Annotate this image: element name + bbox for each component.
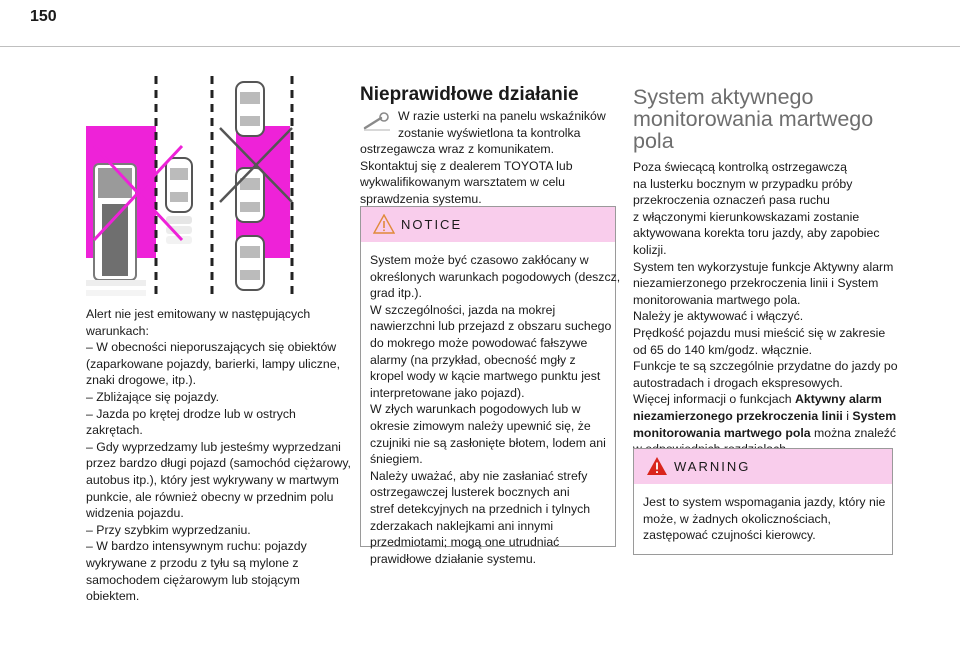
text-line: Skontaktuj się z dealerem TOYOTA lub <box>360 158 573 173</box>
text-line: W złych warunkach pogodowych lub w <box>370 402 581 417</box>
top-divider <box>0 46 960 47</box>
text-line: System może być czasowo zakłócany w <box>370 253 589 267</box>
text-line: – Jazda po krętej drodze lub w ostrych <box>86 406 296 421</box>
blind-spot-body <box>633 159 898 458</box>
text-line: zakrętach. <box>86 423 143 438</box>
car-graphic-bottom <box>236 236 264 290</box>
heading-line: pola <box>633 129 674 153</box>
text-line: Alert nie jest emitowany w następujących <box>86 307 311 321</box>
text-line: aktywowana korekta toru jazdy, aby zapobiec <box>633 226 880 241</box>
text-line: czujniki nie są zasłonięte błotem, lodem ani <box>370 435 606 450</box>
notice-box <box>360 206 621 566</box>
text-line: kropel wody w kącie martwego punktu jest <box>370 369 601 384</box>
malfunction-intro <box>360 108 616 208</box>
text-line: (zaparkowane pojazdy, barierki, lampy uliczne, <box>86 356 341 371</box>
warning-label: WARNING <box>674 459 751 474</box>
text-line: znaki drogowe, itp.). <box>86 373 197 388</box>
text-line: niezamierzonego przekroczenia linii i System <box>633 276 879 291</box>
more-info-line: monitorowania martwego pola można znaleźć <box>633 425 897 440</box>
truck-graphic <box>94 164 136 280</box>
text-line: Należy uważać, aby nie zasłaniać strefy <box>370 468 588 483</box>
text-line: punkcie, ale również obecny w przednim polu <box>86 489 334 504</box>
text-line: śniegiem. <box>370 452 423 467</box>
text-line: monitorowania martwego pola. <box>633 292 801 307</box>
page-number: 150 <box>30 8 57 25</box>
text-line: warunkach: <box>86 323 149 338</box>
text-line: stref detekcyjnych na przednich i tylnych <box>370 501 591 516</box>
text-line: – Gdy wyprzedzamy lub jesteśmy wyprzedzani <box>86 439 341 454</box>
text-line: określonych warunkach pogodowych (deszcz, <box>370 269 621 284</box>
text-line: W razie usterki na panelu wskaźników <box>398 109 606 123</box>
warning-box <box>633 448 893 555</box>
text-line: System ten wykorzystuje funkcje Aktywny alarm <box>633 259 894 274</box>
text-line: wykwalifikowanym warsztatem w celu <box>360 175 566 190</box>
heading-line: System aktywnego <box>633 85 814 109</box>
warning-header <box>634 449 892 484</box>
text-line: Funkcje te są szczególnie przydatne do jazdy po <box>633 359 898 374</box>
text-line: ostrzegawczej lusterek bocznych ani <box>370 485 570 500</box>
text-line: zastępować czujności kierowcy. <box>643 528 816 543</box>
blind-spot-illustration <box>86 76 296 300</box>
more-info-line: Więcej informacji o funkcjach Aktywny alarm <box>633 392 882 407</box>
more-info-line: niezamierzonego przekroczenia linii i System <box>633 408 897 423</box>
text-line: zostanie wyświetlona ta kontrolka <box>398 125 581 140</box>
text-line: do mokrego może powodować fałszywe <box>370 335 588 350</box>
text-line: widzenia pojazdu. <box>86 506 184 521</box>
caution-triangle-icon <box>373 214 395 234</box>
text-line: Jest to system wspomagania jazdy, który nie <box>643 495 886 509</box>
text-line: Poza świecącą kontrolką ostrzegawczą <box>633 160 847 174</box>
text-line: wykrywane z przodu z tyłu są mylone z <box>86 555 299 570</box>
section-heading-malfunction: Nieprawidłowe działanie <box>360 84 579 105</box>
car-graphic-left-scene <box>166 158 192 244</box>
warning-triangle-icon <box>646 456 668 476</box>
text-line: kolizji. <box>633 242 667 257</box>
text-line: na lusterku bocznym w przypadku próby <box>633 176 853 191</box>
text-line: alarmy (na przykład, obecność mgły z <box>370 352 576 367</box>
heading-line: monitorowania martwego <box>633 107 874 131</box>
text-line: sprawdzenia systemu. <box>360 191 482 206</box>
section-heading-blind-spot <box>633 86 873 152</box>
text-line: przedmiotami; mogą one utrudniać <box>370 535 560 550</box>
notice-body <box>361 242 621 575</box>
warning-body <box>634 484 892 552</box>
text-line: obiektem. <box>86 589 140 604</box>
text-line: przekroczenia oznaczeń pasa ruchu <box>633 193 830 208</box>
text-line: W szczególności, jazda na mokrej <box>370 302 556 317</box>
text-line: grad itp.). <box>370 286 422 301</box>
text-line: Należy je aktywować i włączyć. <box>633 309 804 324</box>
text-line: – W obecności nieporuszających się obiektów <box>86 340 337 355</box>
left-body-text <box>86 306 351 605</box>
text-line: zderzakach naklejkami ani innymi <box>370 518 554 533</box>
text-line: przez bardzo długi pojazd (samochód ciężarowy, <box>86 456 351 471</box>
text-line: Prędkość pojazdu musi mieścić się w zakresie <box>633 325 886 340</box>
text-line: ostrzegawcza wraz z komunikatem. <box>360 142 555 157</box>
text-line: okresie zimowym należy upewnić się, że <box>370 418 591 433</box>
text-line: – Przy szybkim wyprzedzaniu. <box>86 522 251 537</box>
text-line: autostradach i drogach ekspresowych. <box>633 375 843 390</box>
text-line: autobus itp.), który jest wykrywany w martwym <box>86 472 339 487</box>
text-line: – Zbliżające się pojazdy. <box>86 389 220 404</box>
text-line: z włączonymi kierunkowskazami zostanie <box>633 209 860 224</box>
text-line: interpretowane jako pojazd). <box>370 385 525 400</box>
car-graphic-top <box>236 82 264 136</box>
text-line: samochodem ciężarowym lub stojącym <box>86 572 300 587</box>
text-line: może, w żadnych okolicznościach, <box>643 511 831 526</box>
text-line: od 65 do 140 km/godz. włącznie. <box>633 342 813 357</box>
text-line: – W bardzo intensywnym ruchu: pojazdy <box>86 539 307 554</box>
notice-label: NOTICE <box>401 217 463 232</box>
notice-header <box>361 207 615 242</box>
text-line: prawidłowe działanie systemu. <box>370 551 537 566</box>
text-line: nawierzchni lub przejazd z obszaru suchego <box>370 319 612 334</box>
